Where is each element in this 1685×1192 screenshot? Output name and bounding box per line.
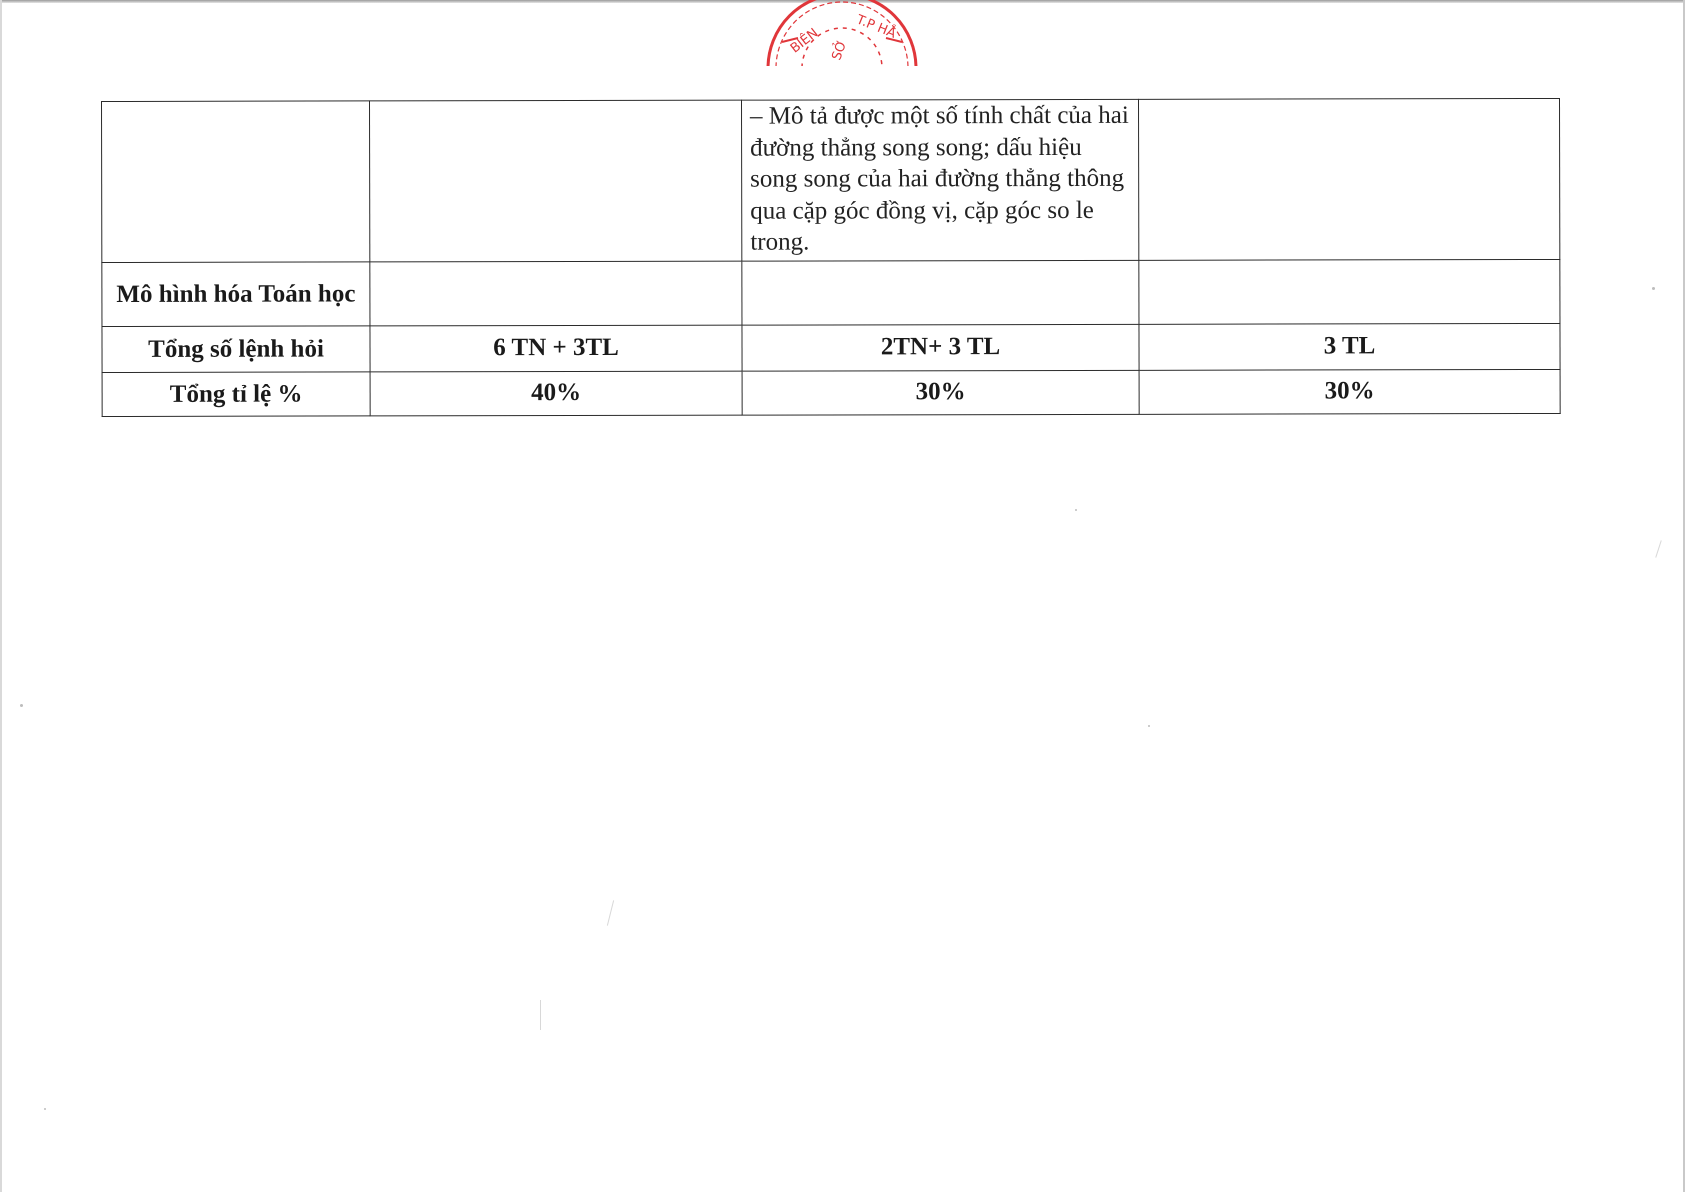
row-label-total-questions: Tổng số lệnh hỏi xyxy=(102,325,370,372)
stamp-text-bottom: SỞ xyxy=(829,38,851,63)
table-row-modeling xyxy=(102,259,1560,326)
percent-level-1: 40% xyxy=(370,371,742,416)
empty-cell xyxy=(742,260,1139,325)
row-label-total-percent: Tổng tỉ lệ % xyxy=(102,371,370,416)
official-seal-stamp xyxy=(752,0,932,66)
scan-speck xyxy=(20,704,23,707)
scan-edge-left xyxy=(0,0,2,1192)
scan-speck xyxy=(44,1108,46,1110)
empty-cell xyxy=(370,261,742,326)
empty-cell xyxy=(1138,98,1559,259)
total-questions-level-2: 2TN+ 3 TL xyxy=(742,324,1139,371)
table-row-description xyxy=(102,98,1560,262)
stamp-text-left: BIÊN xyxy=(787,25,822,57)
total-questions-level-1: 6 TN + 3TL xyxy=(370,325,742,372)
percent-level-3: 30% xyxy=(1139,369,1560,414)
scan-mark xyxy=(1655,540,1662,557)
scan-speck xyxy=(1075,509,1077,511)
table-row-total-questions xyxy=(102,323,1560,372)
percent-level-2: 30% xyxy=(742,370,1139,415)
stamp-text-right: T.P HẢ xyxy=(854,12,898,42)
empty-cell xyxy=(102,101,370,262)
scan-mark xyxy=(607,900,614,925)
scan-speck xyxy=(1652,287,1655,290)
row-label-modeling: Mô hình hóa Toán học xyxy=(102,261,370,326)
assessment-matrix-table xyxy=(101,98,1561,417)
empty-cell xyxy=(1139,259,1560,324)
table-row-total-percent xyxy=(102,369,1560,416)
description-text-cell: – Mô tả được một số tính chất của hai đường thẳng song song; dấu hiệu song song của hai đường thẳng thông qua cặp góc đồng vị, cặp góc so le trong. xyxy=(741,99,1138,260)
total-questions-level-3: 3 TL xyxy=(1139,323,1560,370)
scan-speck xyxy=(1148,725,1150,727)
scan-mark xyxy=(540,1000,541,1030)
empty-cell xyxy=(370,100,742,261)
